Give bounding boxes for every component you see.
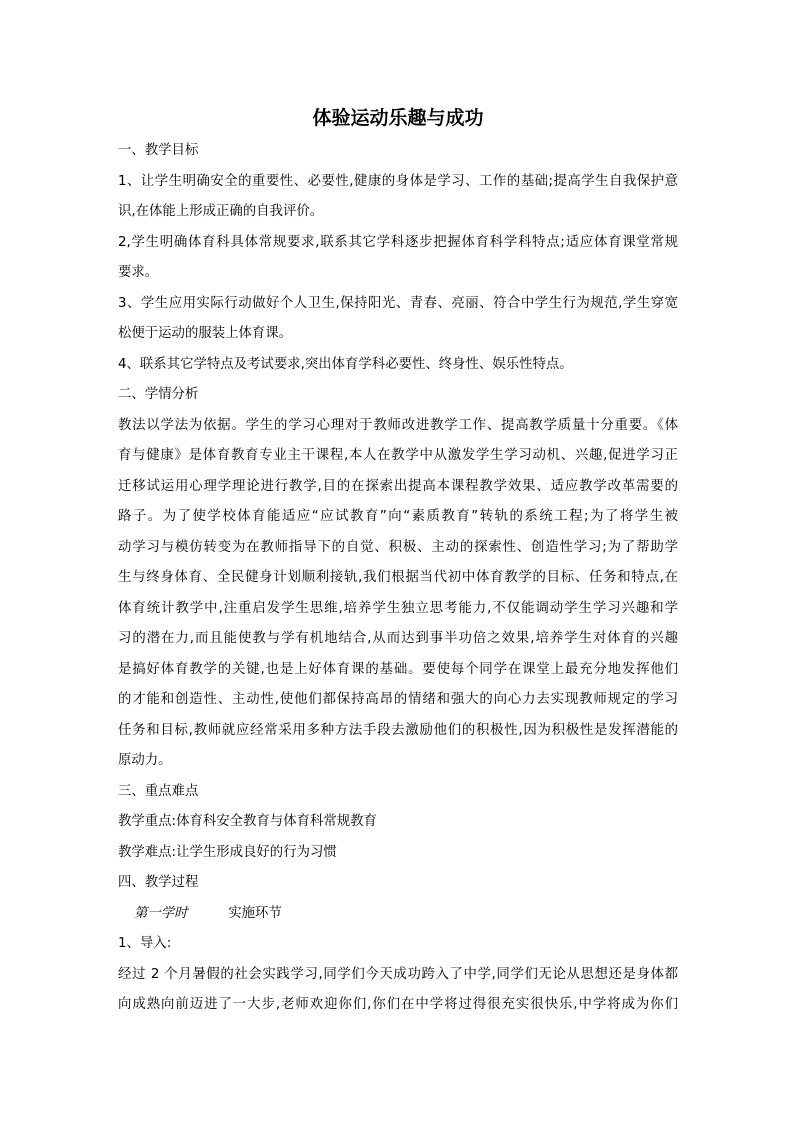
text-line: 教学重点:体育科安全教育与体育科常规教育: [118, 814, 377, 829]
text-line: 的才能和创造性、主动性,使他们都保持高昂的情绪和强大的向心力去实现教师规定的学习: [118, 692, 678, 707]
text-line: 教学难点:让学生形成良好的行为习惯: [118, 844, 337, 860]
text-line: 要求。: [118, 265, 159, 280]
text-line: 是搞好体育教学的关键,也是上好体育课的基础。要使每个同学在课堂上最充分地发挥他们: [118, 661, 678, 677]
text-line: 一、教学目标: [118, 143, 199, 158]
text-line: 习的潜在力,而且能使教与学有机地结合,从而达到事半功倍之效果,培养学生对体育的兴趣: [118, 631, 678, 646]
text-line: 育与健康》是体育教育专业主干课程,本人在教学中从激发学生学习动机、兴趣,促进学习正: [118, 448, 678, 463]
text-line: 生与终身体育、全民健身计划顺利接轨,我们根据当代初中体育教学的目标、任务和特点,在: [118, 570, 678, 585]
text-line: 识,在体能上形成正确的自我评价。: [118, 204, 324, 219]
text-line: 2,学生明确体育科具体常规要求,联系其它学科逐步把握体育科学科特点;适应体育课堂常规: [118, 234, 678, 250]
document-page: [118, 100, 678, 1021]
text-line: 三、重点难点: [118, 783, 199, 799]
document-body-continued: [118, 929, 678, 1021]
text-line: 四、教学过程: [118, 875, 199, 890]
text-line: 经过 2 个月暑假的社会实践学习,同学们今天成功跨入了中学,同学们无论从思想还是身体都: [118, 966, 678, 982]
text-line: 1、导入:: [118, 936, 172, 951]
text-line: 原动力。: [118, 753, 172, 768]
lesson-section: 实施环节: [228, 905, 282, 921]
lesson-period: 第一学时: [134, 905, 188, 921]
text-line: 体育统计教学中,注重启发学生思维,培养学生独立思考能力,不仅能调动学生学习兴趣和学: [118, 600, 678, 616]
text-line: 迁移试运用心理学理论进行教学,目的在探索出提高本课程教学效果、适应教学改革需要的: [118, 478, 678, 494]
text-line: 教法以学法为依据。学生的学习心理对于教师改进教学工作、提高教学质量十分重要。《体: [118, 417, 678, 433]
text-line: 1、让学生明确安全的重要性、必要性,健康的身体是学习、工作的基础;提高学生自我保护意: [118, 173, 678, 189]
text-line: 3、学生应用实际行动做好个人卫生,保持阳光、青春、亮丽、符合中学生行为规范,学生穿宽: [118, 295, 678, 311]
text-line: 二、学情分析: [118, 387, 199, 402]
text-line: 4、联系其它学特点及考试要求,突出体育学科必要性、终身性、娱乐性特点。: [118, 356, 573, 372]
text-line: 动学习与模仿转变为在教师指导下的自觉、积极、主动的探索性、创造性学习;为了帮助学: [118, 539, 678, 555]
document-title: 体验运动乐趣与成功: [312, 107, 484, 129]
text-line: 向成熟向前迈进了一大步,老师欢迎你们,你们在中学将过得很充实很快乐,中学将成为你们: [118, 997, 678, 1012]
lesson-heading: [118, 899, 678, 930]
text-line: 任务和目标,教师就应经常采用多种方法手段去激励他们的积极性,因为积极性是发挥潜能的: [118, 722, 678, 738]
text-line: 路子。为了使学校体育能适应“应试教育”向“素质教育”转轨的系统工程;为了将学生被: [118, 509, 678, 524]
text-line: 松便于运动的服装上体育课。: [118, 326, 293, 341]
document-body: [118, 136, 678, 899]
